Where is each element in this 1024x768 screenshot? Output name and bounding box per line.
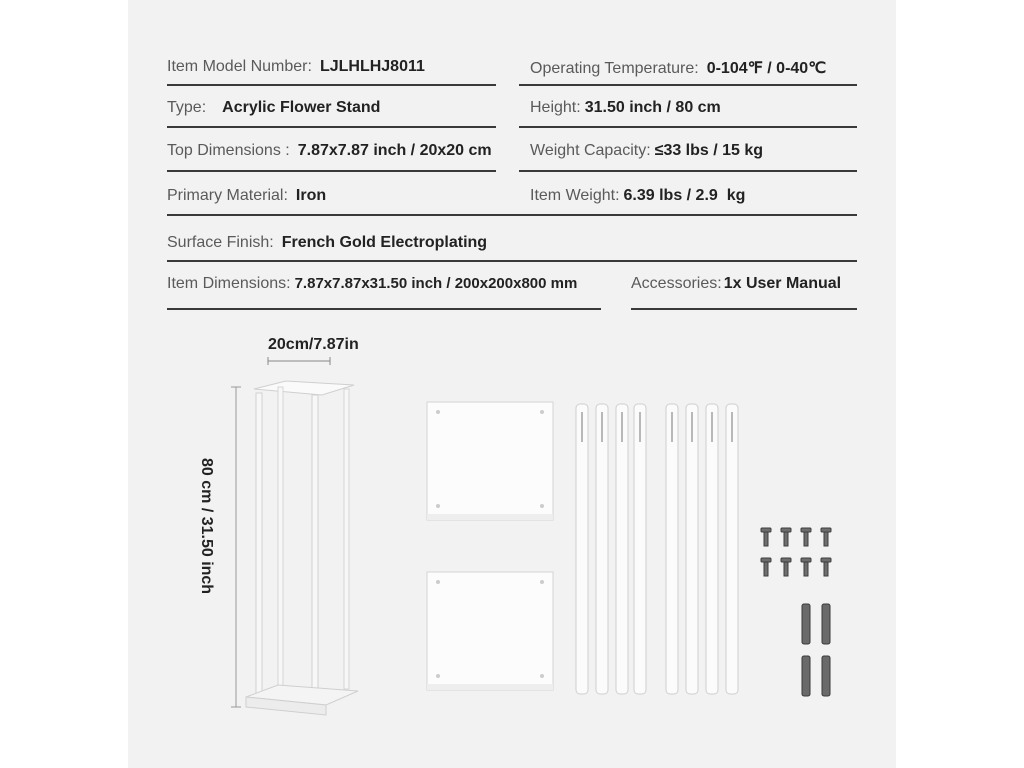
spec-value: Iron — [295, 187, 327, 204]
spec-accessories — [631, 275, 841, 305]
flower-stand-illustration — [226, 355, 376, 720]
spec-value: LJLHLHJ8011 — [319, 58, 425, 75]
spec-value: 31.50 inch / 80 cm — [584, 99, 721, 116]
spec-value: 0-104℉ / 0-40℃ — [706, 60, 827, 77]
spec-label: Operating Temperature: — [530, 60, 699, 77]
spec-primary-material — [167, 187, 326, 217]
divider — [631, 308, 857, 310]
divider — [167, 170, 496, 172]
spec-value: 7.87x7.87 inch / 20x20 cm — [297, 142, 492, 159]
divider — [167, 214, 857, 216]
spec-type — [167, 99, 380, 129]
spec-value: 6.39 lbs / 2.9 kg — [623, 187, 746, 204]
spec-value: 1x User Manual — [723, 275, 842, 292]
spec-label: Top Dimensions : — [167, 142, 290, 159]
acrylic-bottom-panel — [424, 568, 556, 694]
divider — [167, 84, 496, 86]
divider — [167, 308, 601, 310]
spec-value: Acrylic Flower Stand — [222, 99, 381, 116]
screws — [756, 524, 840, 584]
spec-label: Primary Material: — [167, 187, 288, 204]
spec-label: Surface Finish: — [167, 234, 274, 251]
spec-label: Accessories: — [631, 275, 722, 292]
spec-value: French Gold Electroplating — [281, 234, 488, 251]
spec-item-weight — [530, 187, 745, 217]
spec-top-dimensions — [167, 142, 492, 172]
spec-label: Item Dimensions: — [167, 275, 291, 292]
width-dimension-label: 20cm/7.87in — [268, 336, 359, 353]
spec-value: ≤33 lbs / 15 kg — [654, 142, 764, 159]
spec-item-dimensions — [167, 275, 577, 305]
divider — [167, 260, 857, 262]
spec-label: Item Weight: — [530, 187, 620, 204]
height-dimension-label: 80 cm / 31.50 inch — [198, 458, 215, 595]
divider — [519, 170, 857, 172]
spec-label: Type: — [167, 99, 207, 116]
divider — [519, 126, 857, 128]
spec-label: Weight Capacity: — [530, 142, 651, 159]
spec-weight-capacity — [530, 142, 763, 172]
acrylic-rods — [572, 402, 748, 698]
threaded-studs — [796, 602, 840, 698]
spec-value: 7.87x7.87x31.50 inch / 200x200x800 mm — [294, 275, 578, 292]
acrylic-top-panel — [424, 398, 556, 524]
divider — [519, 84, 857, 86]
spec-label: Height: — [530, 99, 581, 116]
spec-label: Item Model Number: — [167, 58, 312, 75]
spec-height — [530, 99, 721, 129]
divider — [167, 126, 496, 128]
